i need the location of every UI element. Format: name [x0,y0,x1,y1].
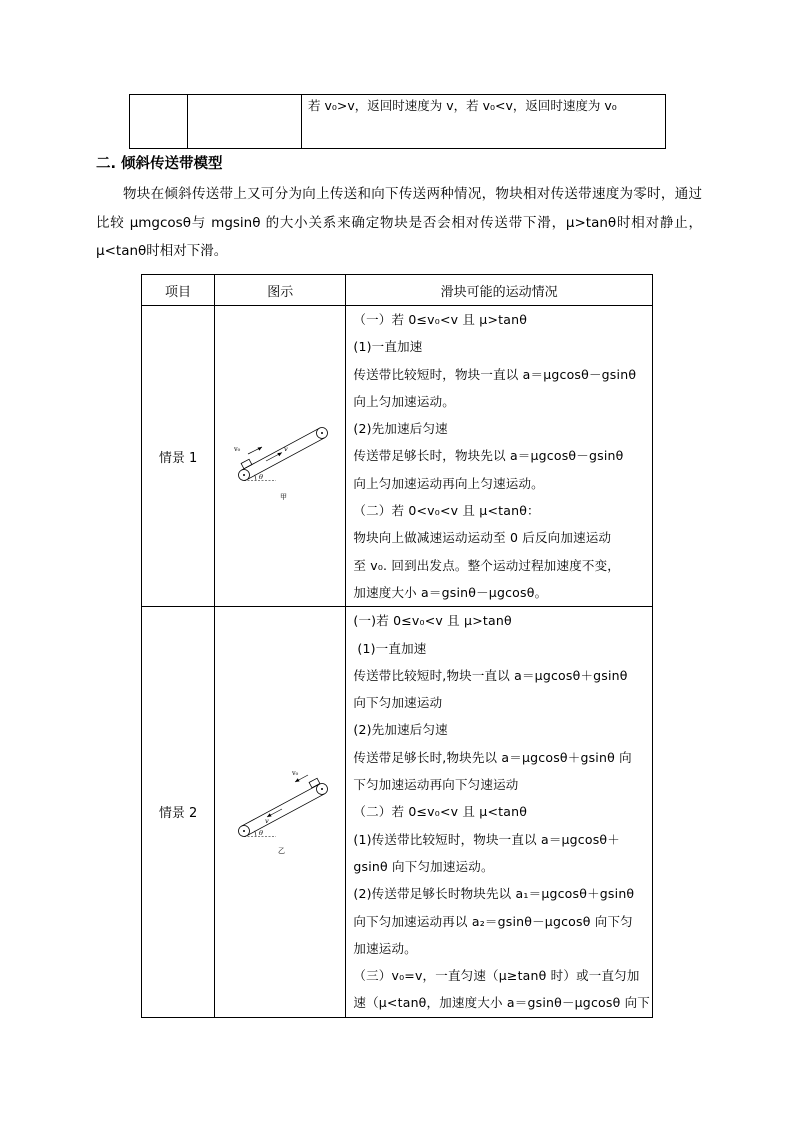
text-line: （二）若 0≤v₀<v 且 μ<tanθ [353,804,528,820]
conveyor-table [141,274,653,1018]
text-line: 向上匀加速运动。 [353,393,455,409]
text-line: (1)一直加速 [357,640,427,656]
text-line: 传送带比较短时,物块一直以 a＝μgcosθ＋gsinθ [353,667,628,683]
text-line: 速（μ<tanθ，加速度大小 a＝gsinθ－μgcosθ 向下 [353,995,650,1011]
text-line: 传送带比较短时，物块一直以 a＝μgcosθ－gsinθ [353,366,637,382]
text-line: 向下匀加速运动再以 a₂＝gsinθ－μgcosθ 向下匀 [353,913,633,929]
text-line: (1)一直加速 [353,339,423,355]
text-line: 至 v₀. 回到出发点。整个运动过程加速度不变， [353,557,621,573]
text-line: (一)若 0≤v₀<v 且 μ>tanθ [353,613,512,629]
text-line: 下匀加速运动再向下匀速运动 [353,777,519,793]
text-line: gsinθ 向下匀加速运动。 [353,858,494,874]
scene-label: 情景 1 [142,306,215,607]
text-line: 向下匀加速运动 [353,695,443,711]
table-row-scene-2 [142,607,653,1017]
v0-label: v₀ [234,445,241,454]
text-line: 加速度大小 a＝gsinθ－μgcosθ。 [353,584,548,600]
text-line: 向上匀加速运动再向上匀速运动。 [353,475,544,491]
table-row-scene-1 [142,306,653,607]
header-motion: 滑块可能的运动情况 [346,275,653,306]
text-line: (1)传送带比较短时，物块一直以 a＝μgcosθ＋ [353,831,620,847]
figure-caption: 乙 [278,846,286,855]
text-line: (2)传送带足够长时物块先以 a₁＝μgcosθ＋gsinθ [353,886,635,902]
text-line: (2)先加速后匀速 [353,722,448,738]
text-line: (2)先加速后匀速 [353,421,448,437]
section-heading: 二. 倾斜传送带模型 [96,156,223,172]
figure-cell [215,306,346,607]
block-icon [309,778,320,788]
table-row [130,95,666,149]
header-figure: 图示 [215,275,346,306]
text-line: （二）若 0<v₀<v 且 μ<tanθ： [353,503,540,519]
text-line: （三）v₀=v，一直匀速（μ≥tanθ 时）或一直匀加 [353,968,640,984]
header-item: 项目 [142,275,215,306]
text-line: 传送带足够长时,物块先以 a＝μgcosθ＋gsinθ 向 [353,749,632,765]
block-icon [241,459,252,469]
intro-paragraph: 物块在倾斜传送带上又可分为向上传送和向下传送两种情况，物块相对传送带速度为零时，通过比较 μmgcosθ与 mgsinθ 的大小关系来确定物块是否会相对传送带下滑，μ>tanθ时相对静止，μ<tanθ时相对下滑。 [96,186,702,259]
motion-description [346,306,653,607]
theta-label: θ [259,828,264,837]
figure-caption: 甲 [280,493,288,502]
continued-table [129,94,666,149]
text-line: 加速运动。 [353,940,417,956]
v0-label: v₀ [292,768,299,777]
motion-description [346,607,653,1017]
incline-up-diagram [220,399,340,509]
table-cell [188,95,302,149]
scene-label: 情景 2 [142,607,215,1017]
table-header-row [142,275,653,306]
text-line: （一）若 0≤v₀<v 且 μ>tanθ [353,312,528,327]
text-line: 传送带足够长时，物块先以 a＝μgcosθ－gsinθ [353,448,624,464]
figure-cell [215,607,346,1017]
text-line: 物块向上做减速运动运动至 0 后反向加速运动 [353,530,612,546]
table-cell-text: 若 v₀>v，返回时速度为 v，若 v₀<v，返回时速度为 v₀ [302,95,666,149]
v-label: v [284,445,288,454]
v-label: v [265,816,269,825]
incline-down-diagram [220,755,340,865]
theta-label: θ [259,473,264,482]
table-cell [130,95,188,149]
